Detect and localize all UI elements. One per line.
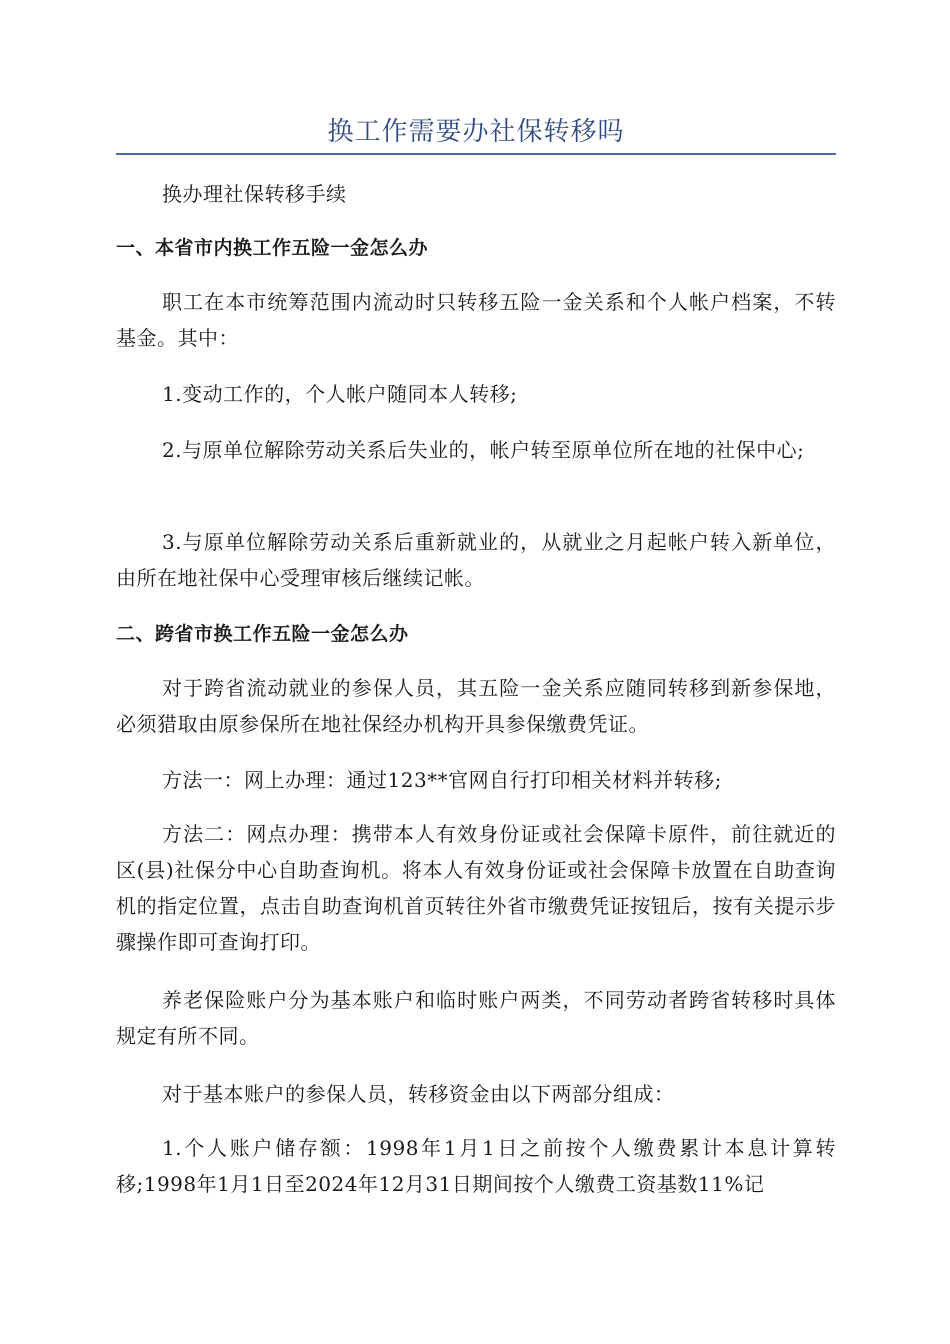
intro-paragraph: 换办理社保转移手续	[162, 182, 347, 206]
section1-item-1: 1.变动工作的，个人帐户随同本人转移;	[162, 382, 518, 406]
section2-paragraph: 对于跨省流动就业的参保人员，其五险一金关系应随同转移到新参保地，必须猎取由原参保所在地社保经办机构开具参保缴费凭证。	[116, 676, 836, 736]
section2-paragraph-basic: 对于基本账户的参保人员，转移资金由以下两部分组成：	[162, 1082, 675, 1106]
section2-method-1: 方法一：网上办理：通过123**官网自行打印相关材料并转移;	[162, 768, 722, 792]
section1-item-3: 3.与原单位解除劳动关系后重新就业的，从就业之月起帐户转入新单位，由所在地社保中心受理审核后继续记帐。	[116, 530, 836, 590]
section2-heading: 二、跨省市换工作五险一金怎么办	[116, 623, 409, 645]
section2-method-2: 方法二：网点办理：携带本人有效身份证或社会保障卡原件，前往就近的区(县)社保分中心自助查询机。将本人有效身份证或社会保障卡放置在自助查询机的指定位置，点击自助查询机首页转往外省市缴费凭证按钮后，按有关提示步骤操作即可查询打印。	[116, 822, 836, 954]
section2-paragraph-accounts: 养老保险账户分为基本账户和临时账户两类，不同劳动者跨省转移时具体规定有所不同。	[116, 988, 836, 1048]
title-underline	[116, 153, 836, 155]
section1-paragraph: 职工在本市统筹范围内流动时只转移五险一金关系和个人帐户档案，不转基金。其中：	[116, 290, 836, 350]
section2-item-1: 1.个人账户储存额：1998年1月1日之前按个人缴费累计本息计算转移;1998年1月1日至2024年12月31日期间按个人缴费工资基数11%记	[116, 1136, 836, 1196]
section1-heading: 一、本省市内换工作五险一金怎么办	[116, 237, 429, 259]
section1-item-2: 2.与原单位解除劳动关系后失业的，帐户转至原单位所在地的社保中心;	[162, 438, 805, 462]
document-title: 换工作需要办社保转移吗	[327, 117, 625, 147]
